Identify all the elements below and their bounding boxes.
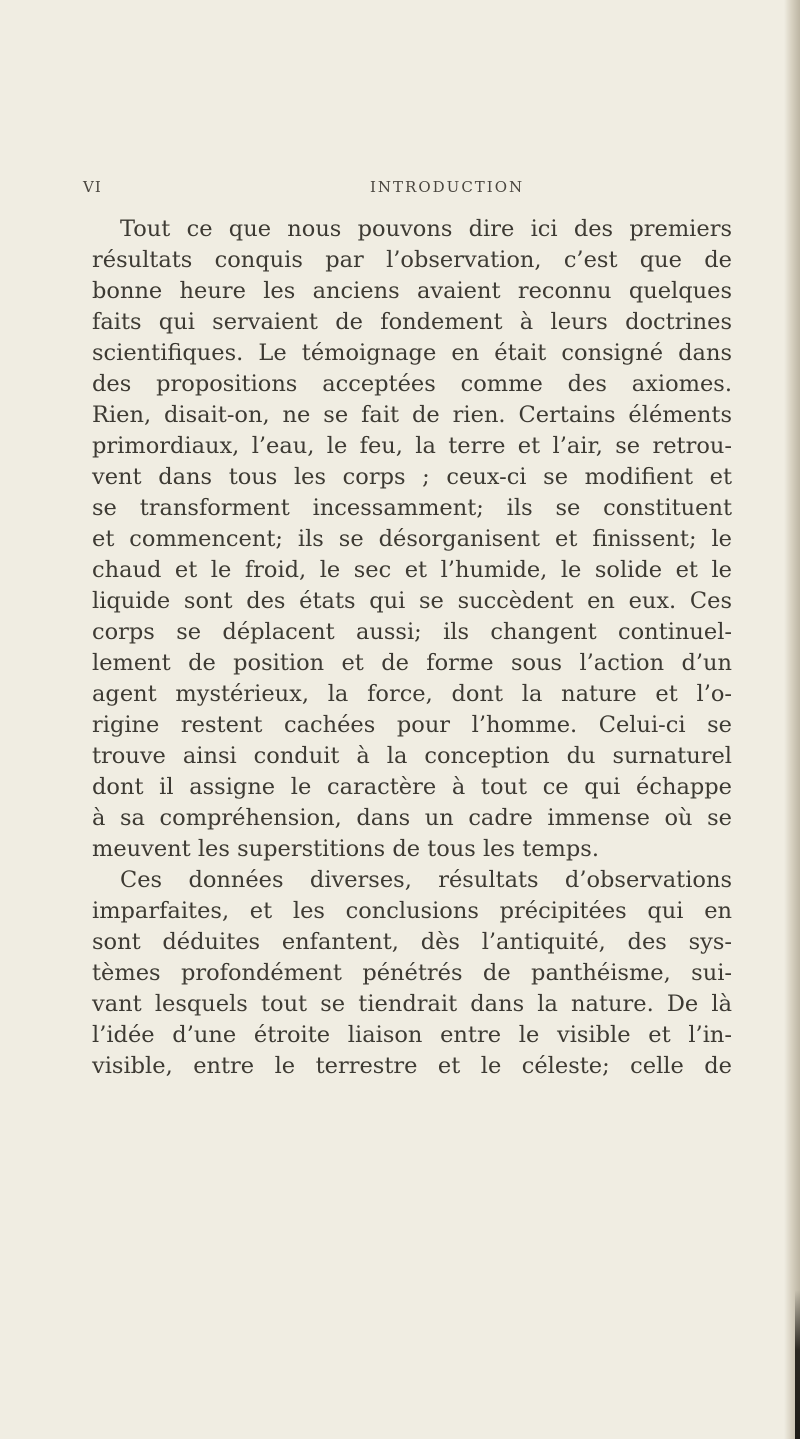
text-line: imparfaites, et les conclusions précipitées qui en — [92, 898, 732, 924]
text-line: et commencent; ils se désorganisent et finissent; le — [92, 526, 732, 552]
text-line: meuvent les superstitions de tous les temps. — [92, 836, 599, 862]
text-line: chaud et le froid, le sec et l’humide, le solide et le — [92, 557, 732, 583]
body-text — [92, 214, 732, 1082]
text-line: sont déduites enfantent, dès l’antiquité, des sys- — [92, 929, 732, 955]
text-line: visible, entre le terrestre et le céleste; celle de — [92, 1053, 732, 1079]
text-line: vent dans tous les corps ; ceux-ci se modifient et — [92, 464, 732, 490]
text-line: Tout ce que nous pouvons dire ici des premiers — [120, 216, 732, 242]
text-line: bonne heure les anciens avaient reconnu quelques — [92, 278, 732, 304]
text-line: corps se déplacent aussi; ils changent continuel- — [92, 619, 732, 645]
text-line: se transforment incessamment; ils se constituent — [92, 495, 732, 521]
text-line: primordiaux, l’eau, le feu, la terre et l’air, se retrou- — [92, 433, 732, 459]
text-line: faits qui servaient de fondement à leurs doctrines — [92, 309, 732, 335]
text-line: dont il assigne le caractère à tout ce qui échappe — [92, 774, 732, 800]
page-edge-shadow — [784, 0, 800, 1439]
text-line: des propositions acceptées comme des axiomes. — [92, 371, 732, 397]
text-line: Ces données diverses, résultats d’observations — [120, 867, 732, 893]
text-line: trouve ainsi conduit à la conception du surnaturel — [92, 743, 732, 769]
text-line: résultats conquis par l’observation, c’est que de — [92, 247, 732, 273]
text-line: l’idée d’une étroite liaison entre le visible et l’in- — [92, 1022, 732, 1048]
text-line: tèmes profondément pénétrés de panthéisme, sui- — [92, 960, 732, 986]
text-line: agent mystérieux, la force, dont la nature et l’o- — [92, 681, 732, 707]
running-title: INTRODUCTION — [370, 178, 525, 196]
page-number: VI — [83, 178, 102, 196]
text-line: à sa compréhension, dans un cadre immense où se — [92, 805, 732, 831]
text-line: vant lesquels tout se tiendrait dans la nature. De là — [92, 991, 732, 1017]
running-head — [0, 178, 800, 202]
text-line: Rien, disait-on, ne se fait de rien. Certains éléments — [92, 402, 732, 428]
text-line: scientifiques. Le témoignage en était consigné dans — [92, 340, 732, 366]
text-line: lement de position et de forme sous l’action d’un — [92, 650, 732, 676]
text-line: liquide sont des états qui se succèdent en eux. Ces — [92, 588, 732, 614]
text-line: rigine restent cachées pour l’homme. Celui-ci se — [92, 712, 732, 738]
page-edge-binding — [795, 1290, 800, 1439]
